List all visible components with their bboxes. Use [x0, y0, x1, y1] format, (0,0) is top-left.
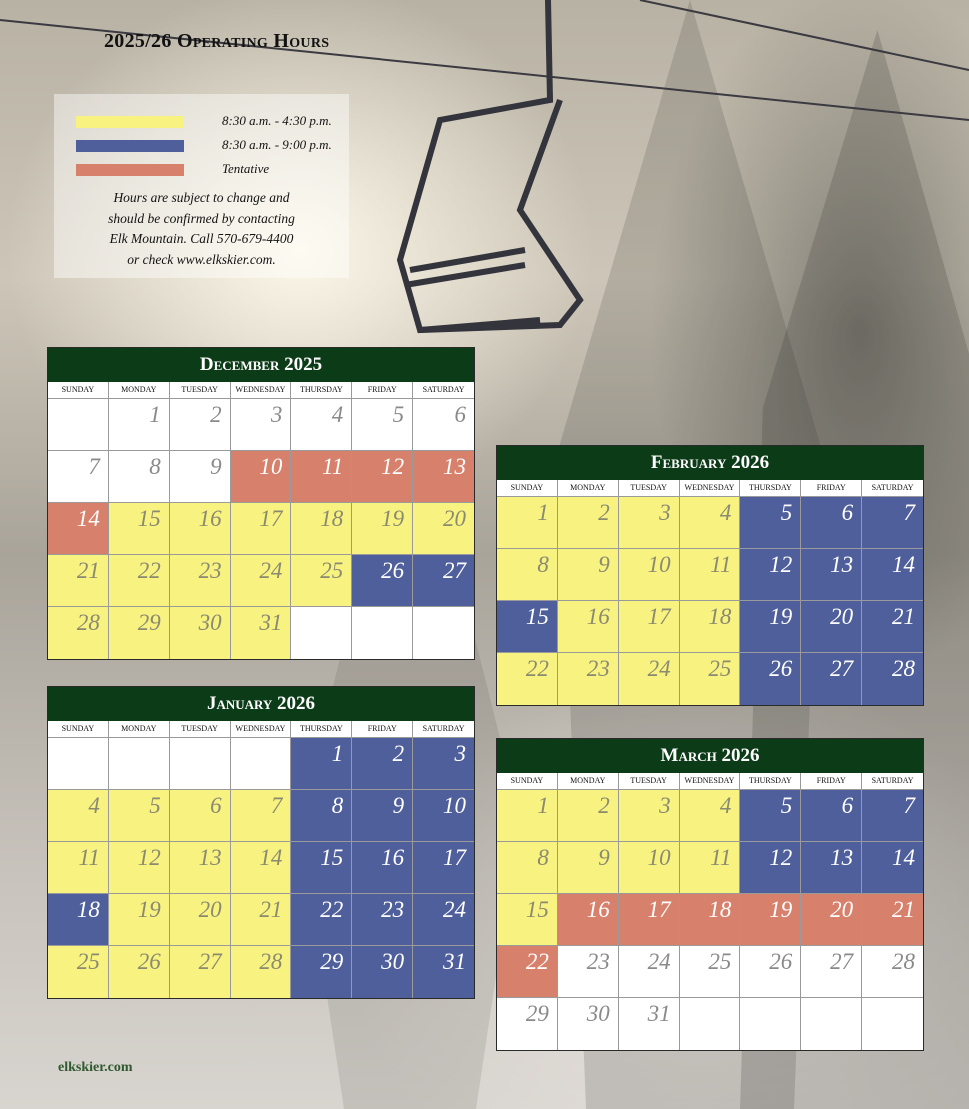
- weekday-label: SATURDAY: [862, 480, 923, 497]
- page-title: 2025/26 Operating Hours: [104, 30, 330, 52]
- day-cell: 25: [680, 653, 741, 705]
- day-cell: 17: [231, 503, 292, 555]
- day-cell: 13: [413, 451, 474, 503]
- day-cell: 28: [862, 653, 923, 705]
- day-cell: 3: [413, 738, 474, 790]
- weekday-label: SATURDAY: [413, 382, 474, 399]
- day-cell: 24: [619, 946, 680, 998]
- day-cell: 4: [48, 790, 109, 842]
- day-cell: 21: [862, 601, 923, 653]
- weekday-label: THURSDAY: [740, 480, 801, 497]
- day-cell: 24: [413, 894, 474, 946]
- day-cell: 4: [680, 497, 741, 549]
- empty-cell: [352, 607, 413, 659]
- day-cell: 26: [109, 946, 170, 998]
- weekday-label: THURSDAY: [291, 721, 352, 738]
- weekday-header: [48, 382, 474, 399]
- day-cell: 26: [740, 653, 801, 705]
- calendar-grid: [497, 497, 923, 705]
- day-cell: 25: [680, 946, 741, 998]
- empty-cell: [680, 998, 741, 1050]
- day-cell: 31: [413, 946, 474, 998]
- day-cell: 13: [170, 842, 231, 894]
- calendar-week-row: [497, 842, 923, 894]
- day-cell: 29: [291, 946, 352, 998]
- day-cell: 19: [109, 894, 170, 946]
- day-cell: 27: [801, 653, 862, 705]
- weekday-header: [497, 773, 923, 790]
- legend: [54, 94, 349, 278]
- disclaimer-line: Hours are subject to change and: [113, 190, 290, 205]
- day-cell: 23: [558, 653, 619, 705]
- calendar-week-row: [48, 451, 474, 503]
- day-cell: 28: [862, 946, 923, 998]
- disclaimer-line: should be confirmed by contacting: [108, 210, 295, 226]
- day-cell: 23: [352, 894, 413, 946]
- empty-cell: [170, 738, 231, 790]
- weekday-label: SUNDAY: [497, 480, 558, 497]
- calendar-grid: [497, 790, 923, 1050]
- weekday-label: FRIDAY: [352, 721, 413, 738]
- day-cell: 30: [352, 946, 413, 998]
- disclaimer-line: Elk Mountain. Call 570-679-4400: [109, 231, 294, 246]
- day-cell: 26: [740, 946, 801, 998]
- day-cell: 10: [231, 451, 292, 503]
- calendar-week-row: [497, 497, 923, 549]
- hours-disclaimer: [54, 188, 349, 270]
- calendar-week-row: [48, 607, 474, 659]
- day-cell: 29: [497, 998, 558, 1050]
- calendar-december: [47, 347, 475, 660]
- calendar-week-row: [48, 399, 474, 451]
- calendar-title: December 2025: [48, 348, 474, 382]
- day-cell: 11: [680, 549, 741, 601]
- day-cell: 3: [619, 497, 680, 549]
- day-cell: 6: [413, 399, 474, 451]
- empty-cell: [109, 738, 170, 790]
- day-cell: 2: [558, 790, 619, 842]
- day-cell: 2: [170, 399, 231, 451]
- weekday-label: WEDNESDAY: [231, 382, 292, 399]
- day-cell: 12: [352, 451, 413, 503]
- day-cell: 22: [109, 555, 170, 607]
- day-cell: 16: [352, 842, 413, 894]
- legend-label: 8:30 a.m. - 4:30 p.m.: [222, 113, 332, 128]
- calendar-week-row: [497, 549, 923, 601]
- day-cell: 26: [352, 555, 413, 607]
- empty-cell: [48, 399, 109, 451]
- weekday-label: TUESDAY: [170, 382, 231, 399]
- day-cell: 1: [109, 399, 170, 451]
- day-cell: 9: [352, 790, 413, 842]
- day-cell: 16: [558, 601, 619, 653]
- day-cell: 12: [109, 842, 170, 894]
- day-cell: 15: [109, 503, 170, 555]
- website-footer: elkskier.com: [58, 1060, 133, 1075]
- day-cell: 5: [352, 399, 413, 451]
- disclaimer-line: or check www.elkskier.com.: [127, 251, 276, 267]
- empty-cell: [231, 738, 292, 790]
- weekday-label: MONDAY: [109, 382, 170, 399]
- day-cell: 9: [170, 451, 231, 503]
- day-cell: 5: [109, 790, 170, 842]
- calendar-week-row: [48, 790, 474, 842]
- day-cell: 16: [170, 503, 231, 555]
- weekday-label: TUESDAY: [619, 773, 680, 790]
- day-cell: 18: [48, 894, 109, 946]
- day-cell: 18: [680, 601, 741, 653]
- day-cell: 5: [740, 497, 801, 549]
- day-cell: 15: [291, 842, 352, 894]
- day-cell: 31: [231, 607, 292, 659]
- calendar-week-row: [497, 946, 923, 998]
- day-cell: 2: [352, 738, 413, 790]
- calendar-week-row: [48, 842, 474, 894]
- day-cell: 22: [291, 894, 352, 946]
- weekday-label: THURSDAY: [740, 773, 801, 790]
- calendar-january: [47, 686, 475, 999]
- day-cell: 22: [497, 653, 558, 705]
- day-cell: 8: [497, 549, 558, 601]
- calendar-february: [496, 445, 924, 706]
- day-cell: 17: [413, 842, 474, 894]
- empty-cell: [413, 607, 474, 659]
- day-cell: 20: [801, 894, 862, 946]
- day-cell: 14: [862, 549, 923, 601]
- legend-label: 8:30 a.m. - 9:00 p.m.: [222, 137, 332, 152]
- weekday-label: MONDAY: [558, 773, 619, 790]
- day-cell: 19: [740, 894, 801, 946]
- calendar-week-row: [497, 790, 923, 842]
- day-cell: 6: [801, 497, 862, 549]
- day-cell: 27: [170, 946, 231, 998]
- day-cell: 21: [48, 555, 109, 607]
- day-cell: 6: [170, 790, 231, 842]
- calendar-week-row: [497, 653, 923, 705]
- legend-swatch-night: [76, 140, 184, 152]
- empty-cell: [862, 998, 923, 1050]
- day-cell: 3: [231, 399, 292, 451]
- legend-label: Tentative: [222, 161, 270, 176]
- day-cell: 14: [231, 842, 292, 894]
- day-cell: 24: [619, 653, 680, 705]
- day-cell: 9: [558, 549, 619, 601]
- weekday-label: WEDNESDAY: [231, 721, 292, 738]
- weekday-label: SATURDAY: [413, 721, 474, 738]
- day-cell: 27: [413, 555, 474, 607]
- day-cell: 30: [170, 607, 231, 659]
- day-cell: 17: [619, 601, 680, 653]
- day-cell: 15: [497, 601, 558, 653]
- day-cell: 29: [109, 607, 170, 659]
- day-cell: 21: [862, 894, 923, 946]
- calendar-grid: [48, 399, 474, 659]
- day-cell: 25: [48, 946, 109, 998]
- weekday-label: TUESDAY: [170, 721, 231, 738]
- day-cell: 17: [619, 894, 680, 946]
- day-cell: 3: [619, 790, 680, 842]
- legend-swatch-day: [76, 116, 184, 128]
- weekday-label: WEDNESDAY: [680, 480, 741, 497]
- weekday-label: SUNDAY: [48, 721, 109, 738]
- day-cell: 8: [497, 842, 558, 894]
- day-cell: 18: [291, 503, 352, 555]
- day-cell: 16: [558, 894, 619, 946]
- weekday-label: SUNDAY: [48, 382, 109, 399]
- day-cell: 27: [801, 946, 862, 998]
- day-cell: 24: [231, 555, 292, 607]
- day-cell: 13: [801, 549, 862, 601]
- calendar-week-row: [48, 946, 474, 998]
- day-cell: 12: [740, 842, 801, 894]
- day-cell: 7: [862, 497, 923, 549]
- day-cell: 28: [48, 607, 109, 659]
- day-cell: 11: [680, 842, 741, 894]
- calendar-week-row: [48, 738, 474, 790]
- day-cell: 22: [497, 946, 558, 998]
- day-cell: 23: [558, 946, 619, 998]
- day-cell: 10: [619, 549, 680, 601]
- weekday-label: TUESDAY: [619, 480, 680, 497]
- day-cell: 9: [558, 842, 619, 894]
- weekday-label: FRIDAY: [352, 382, 413, 399]
- day-cell: 5: [740, 790, 801, 842]
- weekday-label: SATURDAY: [862, 773, 923, 790]
- day-cell: 7: [48, 451, 109, 503]
- empty-cell: [48, 738, 109, 790]
- empty-cell: [291, 607, 352, 659]
- day-cell: 28: [231, 946, 292, 998]
- calendar-grid: [48, 738, 474, 998]
- day-cell: 1: [291, 738, 352, 790]
- calendar-march: [496, 738, 924, 1051]
- weekday-label: MONDAY: [558, 480, 619, 497]
- day-cell: 7: [231, 790, 292, 842]
- day-cell: 13: [801, 842, 862, 894]
- day-cell: 11: [48, 842, 109, 894]
- day-cell: 19: [352, 503, 413, 555]
- day-cell: 23: [170, 555, 231, 607]
- day-cell: 19: [740, 601, 801, 653]
- empty-cell: [740, 998, 801, 1050]
- calendar-title: February 2026: [497, 446, 923, 480]
- day-cell: 10: [619, 842, 680, 894]
- day-cell: 10: [413, 790, 474, 842]
- weekday-header: [497, 480, 923, 497]
- calendar-title: March 2026: [497, 739, 923, 773]
- day-cell: 15: [497, 894, 558, 946]
- weekday-label: SUNDAY: [497, 773, 558, 790]
- day-cell: 12: [740, 549, 801, 601]
- weekday-label: THURSDAY: [291, 382, 352, 399]
- calendar-week-row: [497, 601, 923, 653]
- calendar-week-row: [48, 894, 474, 946]
- day-cell: 7: [862, 790, 923, 842]
- day-cell: 18: [680, 894, 741, 946]
- day-cell: 8: [109, 451, 170, 503]
- weekday-label: FRIDAY: [801, 773, 862, 790]
- weekday-label: FRIDAY: [801, 480, 862, 497]
- day-cell: 20: [801, 601, 862, 653]
- calendar-week-row: [48, 503, 474, 555]
- day-cell: 4: [291, 399, 352, 451]
- empty-cell: [801, 998, 862, 1050]
- day-cell: 14: [48, 503, 109, 555]
- day-cell: 4: [680, 790, 741, 842]
- day-cell: 31: [619, 998, 680, 1050]
- weekday-header: [48, 721, 474, 738]
- calendar-week-row: [497, 998, 923, 1050]
- day-cell: 8: [291, 790, 352, 842]
- day-cell: 1: [497, 790, 558, 842]
- weekday-label: WEDNESDAY: [680, 773, 741, 790]
- calendar-week-row: [497, 894, 923, 946]
- day-cell: 1: [497, 497, 558, 549]
- day-cell: 6: [801, 790, 862, 842]
- day-cell: 14: [862, 842, 923, 894]
- day-cell: 25: [291, 555, 352, 607]
- day-cell: 2: [558, 497, 619, 549]
- day-cell: 21: [231, 894, 292, 946]
- day-cell: 11: [291, 451, 352, 503]
- legend-swatch-tentative: [76, 164, 184, 176]
- weekday-label: MONDAY: [109, 721, 170, 738]
- calendar-title: January 2026: [48, 687, 474, 721]
- day-cell: 20: [170, 894, 231, 946]
- calendar-week-row: [48, 555, 474, 607]
- day-cell: 30: [558, 998, 619, 1050]
- day-cell: 20: [413, 503, 474, 555]
